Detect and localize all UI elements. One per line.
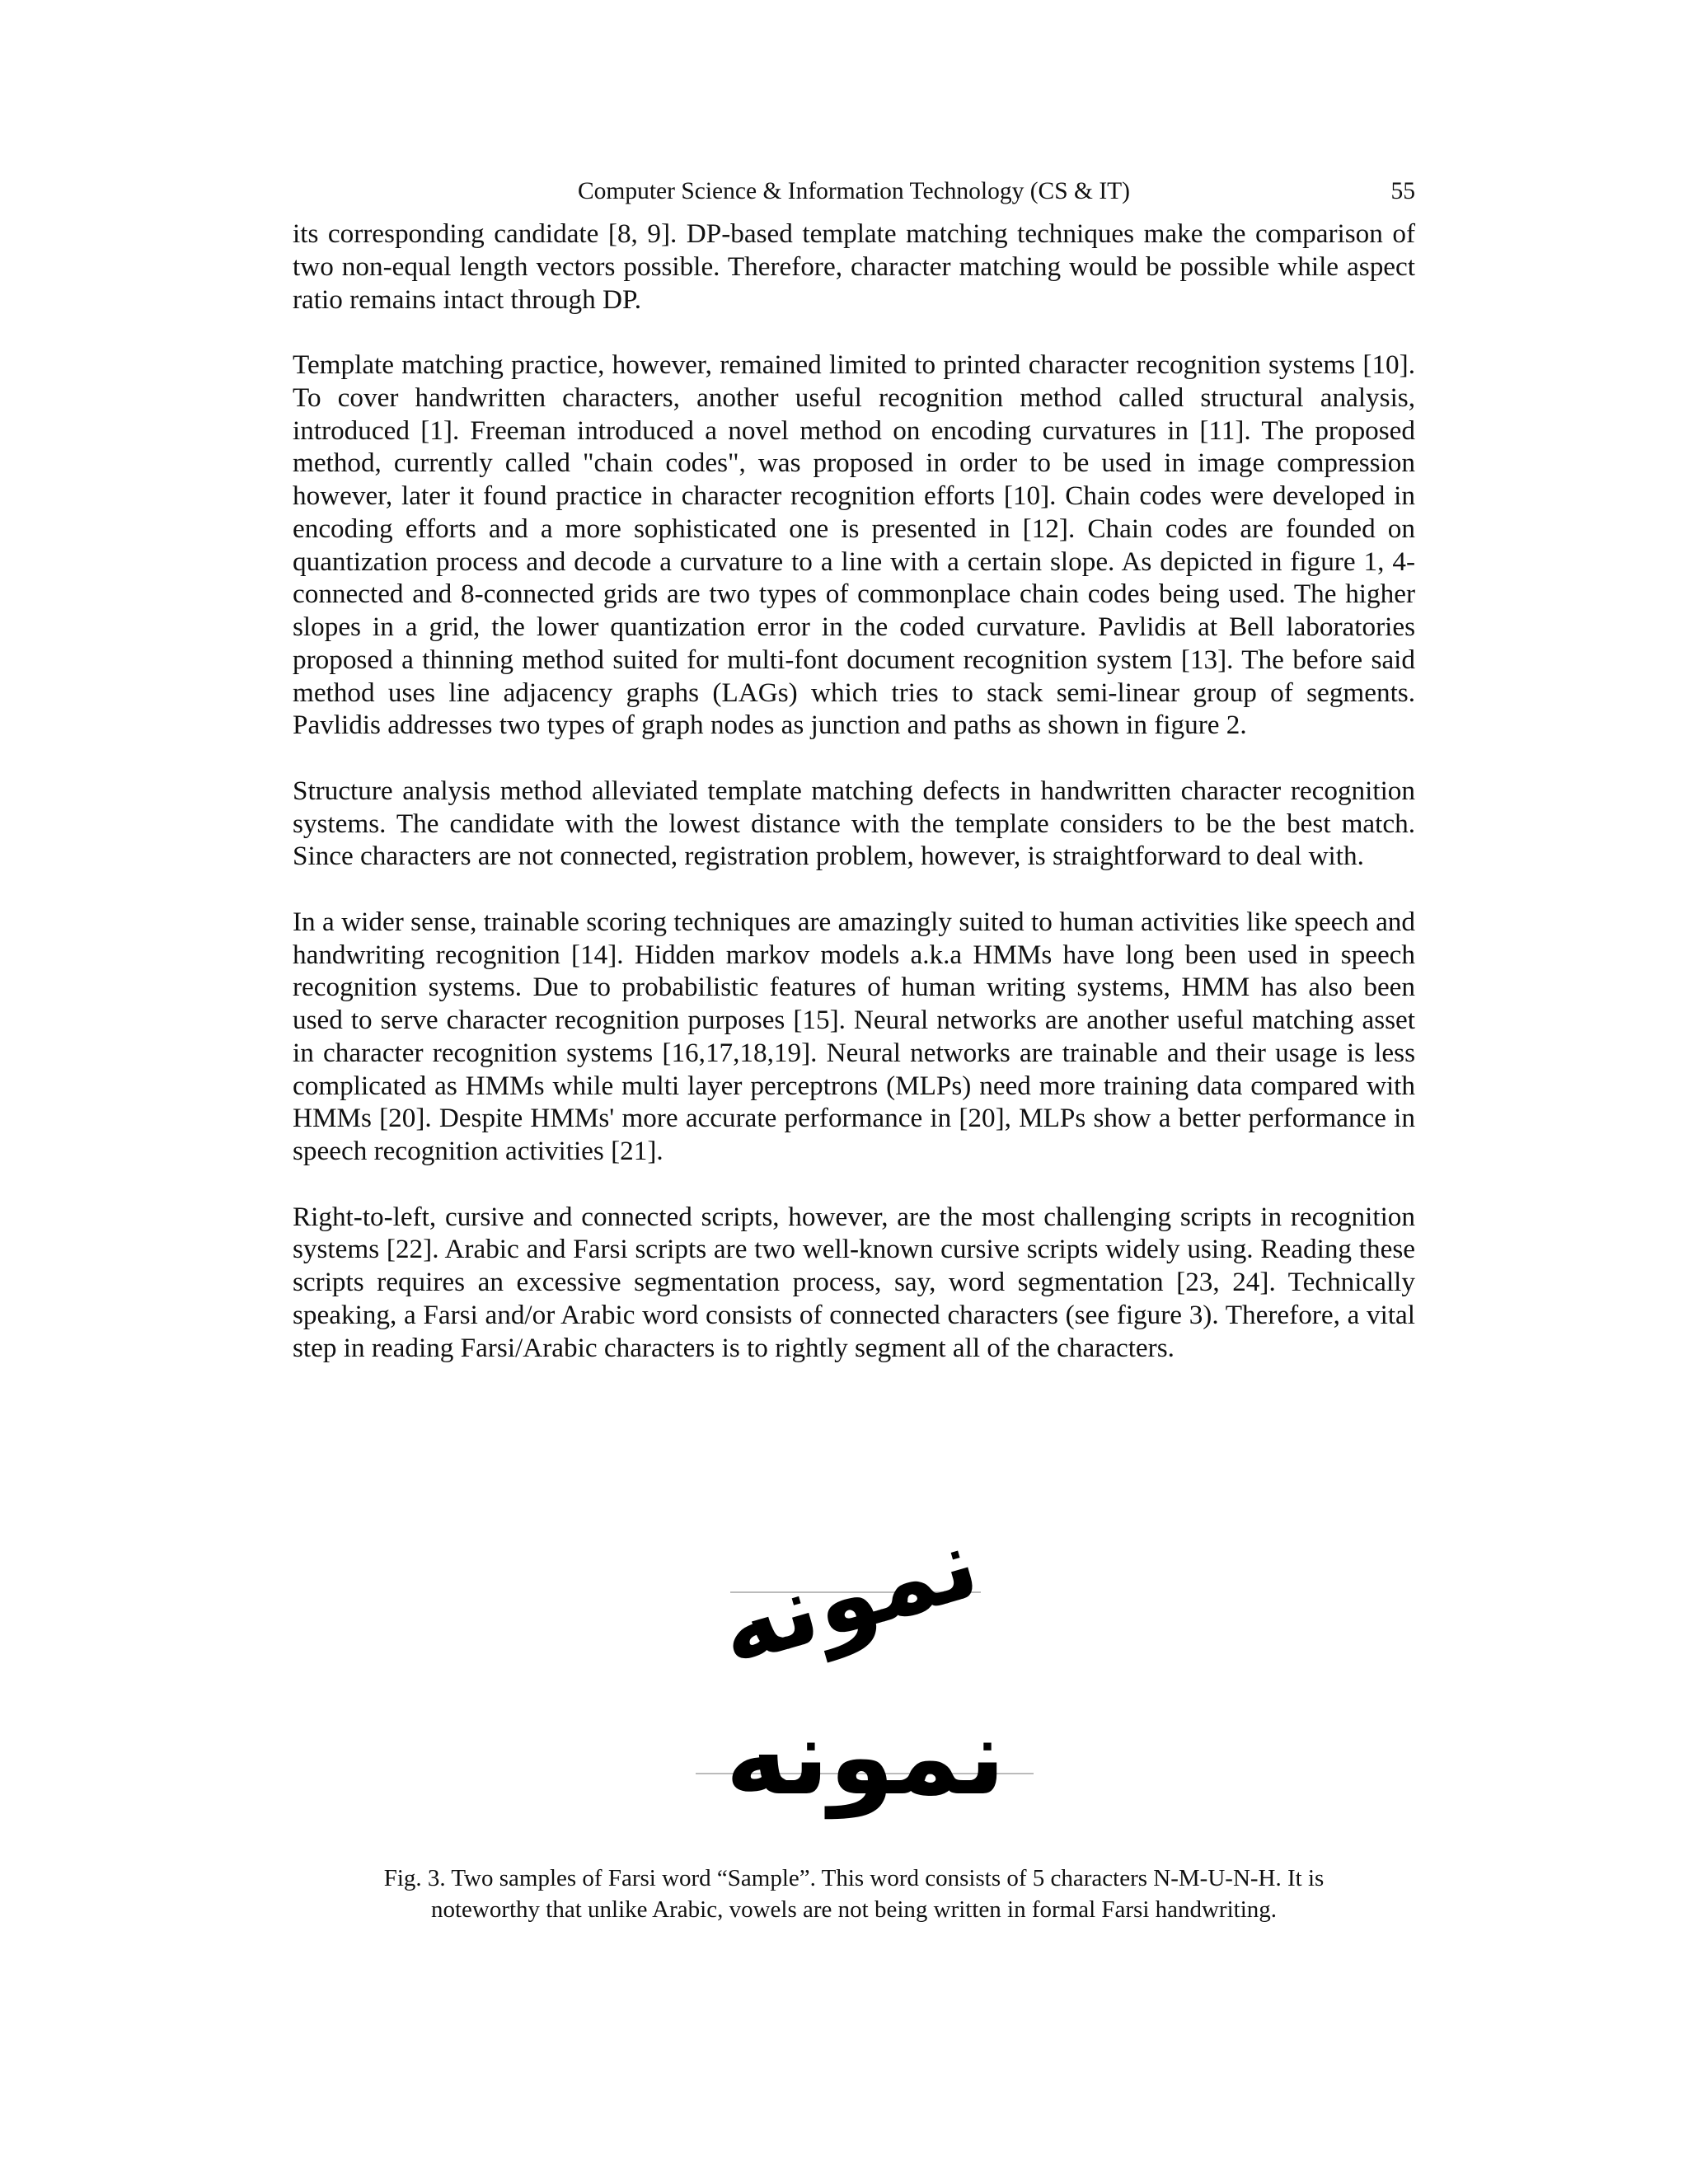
figure-caption-line-1: Fig. 3. Two samples of Farsi word “Sample”. This word consists of 5 characters N-M-U-N-H. It is bbox=[383, 1865, 1325, 1891]
farsi-word-samples bbox=[679, 1483, 1042, 1830]
figure-caption bbox=[293, 1863, 1415, 1925]
page-number: 55 bbox=[1390, 178, 1415, 204]
paragraph-2: Template matching practice, however, remained limited to printed character recognition systems [10]. To cover handwritten characters, another useful recognition method called structural analysis, introduced [1]. Freeman introduced a novel method on encoding curvatures in [11]. The proposed method, currently called "chain codes", was proposed in order to be used in image compression however, later it found practice in character recognition efforts [10]. Chain codes were developed in encoding efforts and a more sophisticated one is presented in [12]. Chain codes are founded on quantization process and decode a curvature to a line with a certain slope. As depicted in figure 1, 4-connected and 8-connected grids are two types of commonplace chain codes being used. The higher slopes in a grid, the lower quantization error in the coded curvature. Pavlidis at Bell laboratories proposed a thinning method suited for multi-font document recognition system [13]. The before said method uses line adjacency graphs (LAGs) which tries to stack semi-linear group of segments. Pavlidis addresses two types of graph nodes as junction and paths as shown in figure 2. bbox=[293, 349, 1415, 741]
paragraph-4: In a wider sense, trainable scoring techniques are amazingly suited to human activities like speech and handwriting recognition [14]. Hidden markov models a.k.a HMMs have long been used in speech recognition systems. Due to probabilistic features of human writing systems, HMM has also been used to serve character recognition purposes [15]. Neural networks are another useful matching asset in character recognition systems [16,17,18,19]. Neural networks are trainable and their usage is less complicated as HMMs while multi layer perceptrons (MLPs) need more training data compared with HMMs [20]. Despite HMMs' more accurate performance in [20], MLPs show a better performance in speech recognition activities [21]. bbox=[293, 906, 1415, 1166]
running-title: Computer Science & Information Technology (CS & IT) bbox=[577, 178, 1131, 204]
body-text bbox=[293, 218, 1415, 1397]
figure-caption-line-2: noteworthy that unlike Arabic, vowels are not being written in formal Farsi handwriting. bbox=[430, 1896, 1278, 1923]
paragraph-5: Right-to-left, cursive and connected scripts, however, are the most challenging scripts in recognition systems [22]. Arabic and Farsi scripts are two well-known cursive scripts widely using. Reading these scripts requires an excessive segmentation process, say, word segmentation [23, 24]. Technically speaking, a Farsi and/or Arabic word consists of connected characters (see figure 3). Therefore, a vital step in reading Farsi/Arabic characters is to rightly segment all of the characters. bbox=[293, 1201, 1415, 1363]
paragraph-1: its corresponding candidate [8, 9]. DP-based template matching techniques make the comparison of two non-equal length vectors possible. Therefore, character matching would be possible while aspect ratio remains intact through DP. bbox=[293, 218, 1415, 315]
figure-3 bbox=[679, 1483, 1042, 1830]
printed-sample-word: نمونه bbox=[725, 1696, 1006, 1819]
handwritten-sample-word: نمونه bbox=[706, 1505, 991, 1689]
paragraph-3: Structure analysis method alleviated template matching defects in handwritten character recognition systems. The candidate with the lowest distance with the template considers to be the best match. Since characters are not connected, registration problem, however, is straightforward to deal with. bbox=[293, 775, 1415, 872]
running-header bbox=[293, 171, 1415, 211]
